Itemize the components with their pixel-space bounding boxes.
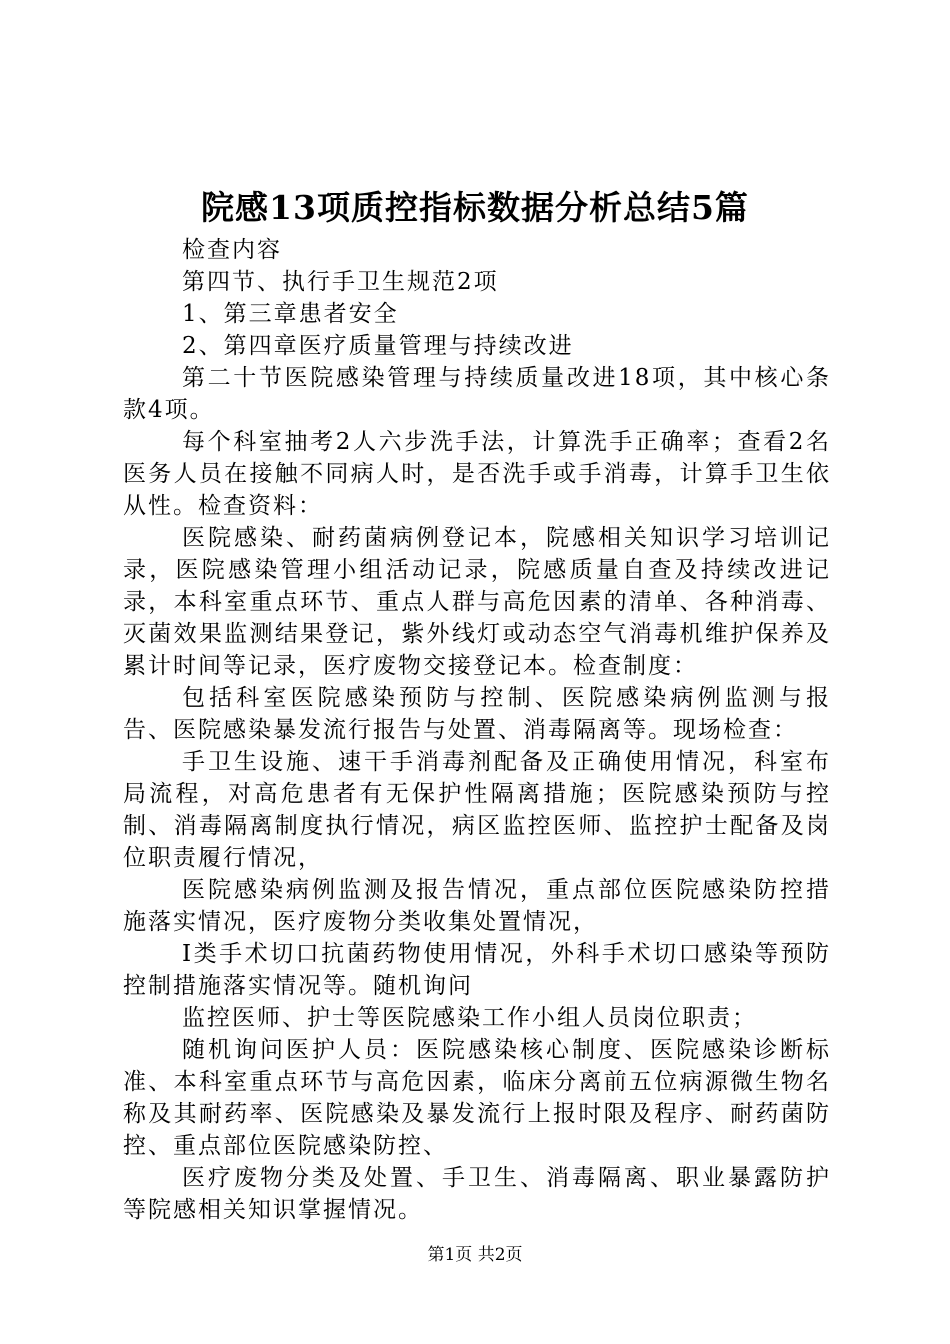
paragraph: 随机询问医护人员：医院感染核心制度、医院感染诊断标准、本科室重点环节与高危因素，临床分离前五位病源微生物名称及其耐药率、医院感染及暴发流行上报时限及程序、耐药菌防控、重点部位医院感染防控、 [123,1037,831,1159]
paragraph: Ⅰ类手术切口抗菌药物使用情况，外科手术切口感染等预防控制措施落实情况等。随机询问 [123,941,831,999]
paragraph: 每个科室抽考2人六步洗手法，计算洗手正确率；查看2名医务人员在接触不同病人时，是否洗手或手消毒，计算手卫生依从性。检查资料： [123,429,831,519]
paragraph: 医疗废物分类及处置、手卫生、消毒隔离、职业暴露防护等院感相关知识掌握情况。 [123,1165,831,1223]
paragraph: 2、第四章医疗质量管理与持续改进 [182,333,574,359]
paragraph: 监控医师、护士等医院感染工作小组人员岗位职责； [182,1005,757,1031]
document-title: 院感13项质控指标数据分析总结5篇 [201,188,749,227]
document-body [123,234,831,1226]
page-number-footer: 第1页 共2页 [427,1245,523,1265]
paragraph: 医院感染、耐药菌病例登记本，院感相关知识学习培训记录，医院感染管理小组活动记录，院感质量自查及持续改进记录，本科室重点环节、重点人群与高危因素的清单、各种消毒、灭菌效果监测结果登记，紫外线灯或动态空气消毒机维护保养及累计时间等记录，医疗废物交接登记本。检查制度： [123,525,831,679]
paragraph: 手卫生设施、速干手消毒剂配备及正确使用情况，科室布局流程，对高危患者有无保护性隔离措施；医院感染预防与控制、消毒隔离制度执行情况，病区监控医师、监控护士配备及岗位职责履行情况， [123,749,831,871]
paragraph: 第四节、执行手卫生规范2项 [182,269,499,295]
paragraph: 医院感染病例监测及报告情况，重点部位医院感染防控措施落实情况，医疗废物分类收集处置情况， [123,877,831,935]
paragraph: 1、第三章患者安全 [182,301,399,327]
paragraph: 第二十节医院感染管理与持续质量改进18项，其中核心条款4项。 [123,365,831,423]
paragraph: 检查内容 [182,237,282,263]
paragraph: 包括科室医院感染预防与控制、医院感染病例监测与报告、医院感染暴发流行报告与处置、消毒隔离等。现场检查： [123,685,831,743]
